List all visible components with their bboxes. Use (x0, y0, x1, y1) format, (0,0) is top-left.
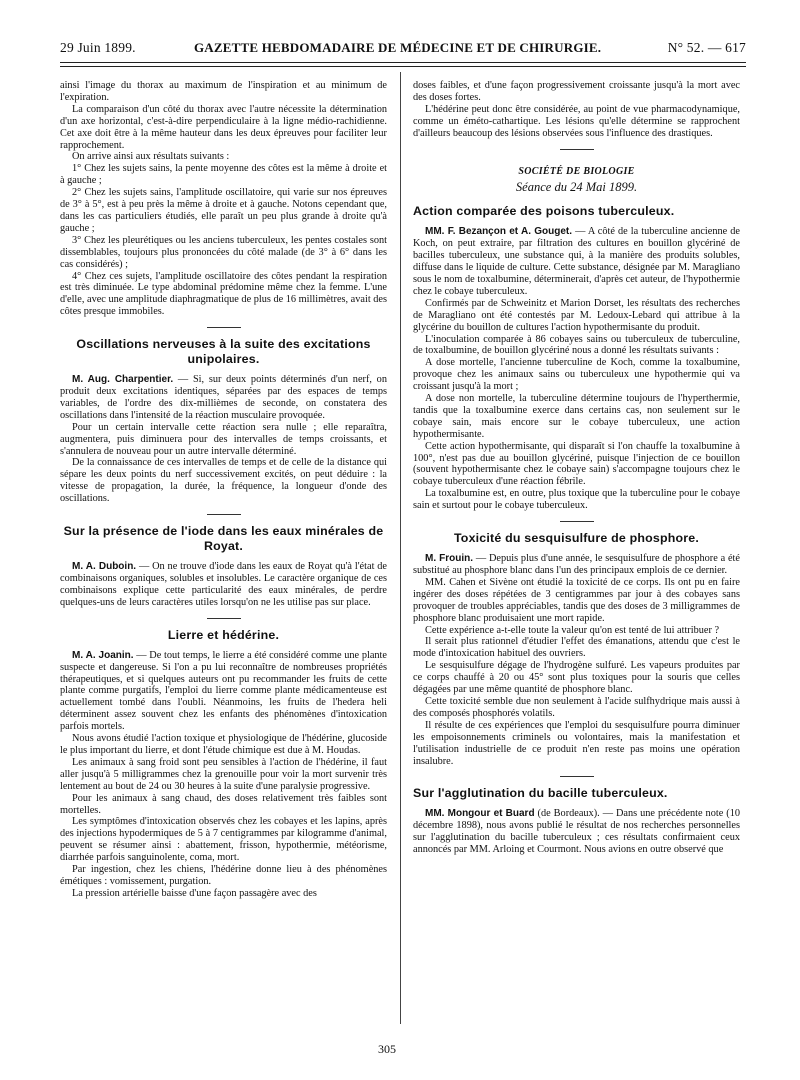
section-heading: Sur l'agglutination du bacille tuberculeux. (413, 786, 668, 801)
list-item: 3° Chez les pleurétiques ou les anciens tuberculeux, les pentes costales sont dissemblables, toujours plus prononcées du côté malade (de 3° à 6° dans les cas considérés) ; (60, 234, 387, 270)
list-item: 4° Chez ces sujets, l'amplitude oscillatoire des côtes pendant la respiration est très diminuée. Le type abdominal prédomine même chez la femme. L'une d'elle, avec une amplitude diaphragmatique de plus de 16 millimètres, avait des côtes presque immobiles. (60, 270, 387, 318)
journal-title: GAZETTE HEBDOMADAIRE DE MÉDECINE ET DE CHIRURGIE. (194, 40, 602, 55)
column-divider (400, 72, 401, 1024)
paragraph: L'hédérine peut donc être considérée, au point de vue pharmacodynamique, comme un éméto-cathartique. Les lésions qu'elle détermine se rapprochent d'ailleurs beaucoup des lésions observées sous l'influence des drastiques. (413, 103, 740, 139)
paragraph: Il serait plus rationnel d'étudier l'effet des émanations, attendu que c'est le mode d'intoxication habituel des ouvriers. (413, 636, 740, 660)
author-name: M. A. Joanin. (72, 649, 134, 661)
paragraph: Cette action hypothermisante, qui disparaît si l'on chauffe la toxalbumine à 100°, n'est pas due au bouillon glycériné, puisque l'injection de ce bouillon (souvent hypothermisante chez le cobaye sain) s'accompagne toujours chez le cobaye tuberculeux d'une réaction fébrile. (413, 440, 740, 488)
header-rule (60, 62, 746, 63)
author-name: M. Aug. Charpentier. (72, 374, 174, 386)
paragraph: La pression artérielle baisse d'une façon passagère avec des (72, 887, 317, 899)
paragraph: Le sesquisulfure dégage de l'hydrogène sulfuré. Les vapeurs produites par ce corps chauffé à 20 ou 45° sont plus toxiques pour la souris que celles dégagées par une même quantité de phosphore blanc. (413, 660, 740, 696)
left-column (60, 80, 387, 900)
right-column (413, 80, 740, 856)
paragraph: La comparaison d'un côté du thorax avec l'autre nécessite la détermination d'un axe horizontal, c'est-à-dire perpendiculaire à la ligne médio-rachidienne. Cet axe doit être à la même hauteur dans les deux épreuves pour faciliter leur rapprochement. (60, 103, 387, 151)
paragraph: MM. Cahen et Sivène ont étudié la toxicité de ce corps. Ils ont pu en faire ingérer des doses répétées de 3 centigrammes par jour à des cobayes sans provoquer de troubles appréciables, tandis que des doses de 3 milligrammes de phosphore blanc produisaient une mort rapide. (413, 576, 740, 624)
section-heading: Toxicité du sesquisulfure de phosphore. (453, 531, 700, 546)
section-heading: Action comparée des poisons tuberculeux. (413, 204, 675, 219)
paragraph: L'inoculation comparée à 86 cobayes sains ou tuberculeux de tuberculine, de toxalbumine, de bouillon glycériné nous a donné les résultats suivants : (413, 333, 740, 357)
paragraph-text: — Si, sur deux points déterminés d'un nerf, on produit deux excitations identiques, séparées par des espaces de temps variables, de l'ordre des dix-millièmes de seconde, on constatera des oscillations dans l'intensité de la réaction musculaire provoquée. (60, 374, 387, 421)
issue-page-number: N° 52. — 617 (667, 40, 746, 55)
paragraph: Cette toxicité semble due non seulement à l'acide sulfhydrique mais aussi à des composés phosphorés volatils. (413, 695, 740, 719)
paragraph: Pour les animaux à sang chaud, des doses relativement très faibles sont mortelles. (60, 792, 387, 816)
paragraph: A dose mortelle, l'ancienne tuberculine de Koch, comme la toxalbumine, provoque chez les animaux sains ou tuberculeux une hypothermie qui va croissant jusqu'à la mort ; (413, 357, 740, 393)
paragraph: Par ingestion, chez les chiens, l'hédérine donne lieu à des phénomènes émétiques : vomissement, purgation. (60, 864, 387, 887)
paragraph-text: — On ne trouve d'iode dans les eaux de Royat qu'à l'état de combinaisons organiques, solubles et insolubles. Le caractère organique de ces combinaisons explique cette particularité des eaux minérales, de perdre quelques-uns de leurs caractères utiles lorsqu'on ne les utilise pas sur place. (60, 561, 388, 608)
paragraph-text: — De tout temps, le lierre a été considéré comme une plante suspecte et dangereuse. Si l'on a pu lui reconnaître de nombreuses propriétés thérapeutiques, et si quelques auteurs ont pu recommander les fruits de cette plante comme purgatifs, l'emploi du lierre comme plante médicamenteuse est actuellement tombé dans l'oubli. Néanmoins, les fruits de l'hedera heli déterminent assez souvent chez les enfants des phénomènes d'intoxication parfois mortels. (60, 649, 387, 733)
list-item: 1° Chez les sujets sains, la pente moyenne des côtes est la même à droite et à gauche ; (60, 163, 387, 187)
paragraph: ainsi l'image du thorax au maximum de l'inspiration et au minimum de l'expiration. (60, 80, 387, 103)
header-rule-thin (60, 66, 746, 67)
session-date: Séance du 24 Mai 1899. (515, 180, 638, 195)
author-name: M. Frouin. (425, 553, 474, 565)
paragraph-text: — A côté de la tuberculine ancienne de Koch, on peut extraire, par filtration des cultures en bouillon glycériné de bacilles tuberculeux, une substance qui, à la manière des produits solubles, diffuse dans le liquide de culture. Cette substance, désignée par M. Maragliano sous le nom de toxalbumine, déterminerait, d'après cet auteur, de l'hypothermie chez le cobaye tuberculeux. (413, 226, 740, 297)
paragraph: A dose non mortelle, la tuberculine détermine toujours de l'hyperthermie, tandis que la toxalbumine exerce dans certains cas, non seulement sur le cobaye sain, mais encore sur le cobaye tuberculeux, une action hypothermisante. (413, 393, 740, 440)
section-separator (207, 327, 241, 328)
section-separator (207, 514, 241, 515)
paragraph: Confirmés par de Schweinitz et Marion Dorset, les résultats des recherches de Maragliano ont été contestés par M. Ledoux-Lebard qui attribue à la glycérine du bouillon de cultures l'action hypothermisante du produit. (413, 297, 740, 333)
author-name: M. A. Duboin. (72, 561, 137, 573)
header-date: 29 Juin 1899. (60, 40, 136, 55)
section-separator (560, 149, 594, 150)
paragraph-text: — Depuis plus d'une année, le sesquisulfure de phosphore a été substitué au phosphore blanc dans l'un des principaux emplois de ce dernier. (413, 553, 740, 576)
section-heading: Lierre et hédérine. (167, 627, 280, 642)
paragraph: Cette expérience a-t-elle toute la valeur qu'on est tenté de lui attribuer ? (425, 624, 720, 636)
paragraph: Nous avons étudié l'action toxique et physiologique de l'hédérine, glucoside le plus important du lierre, et dont l'étude chimique est due à M. Houdas. (60, 733, 387, 756)
section-separator (560, 521, 594, 522)
paragraph: doses faibles, et d'une façon progressivement croissante jusqu'à la mort avec des doses fortes. (413, 80, 740, 103)
paragraph: Pour un certain intervalle cette réaction sera nulle ; elle reparaîtra, augmentera, puis diminuera pour des intervalles de temps croissants, et s'annulera de nouveau pour un autre intervalle déterminé. (60, 421, 387, 457)
society-heading: SOCIÉTÉ DE BIOLOGIE (518, 165, 635, 177)
section-separator (560, 776, 594, 777)
author-name: MM. F. Bezançon et A. Gouget. (425, 226, 573, 238)
paragraph: On arrive ainsi aux résultats suivants : (72, 151, 230, 163)
paragraph: De la connaissance de ces intervalles de temps et de celle de la distance qui sépare les deux points du nerf successivement excités, on peut déduire : la vitesse de propagation, la durée, la fréquence, la longueur d'onde des oscillations. (60, 457, 387, 505)
section-separator (207, 618, 241, 619)
running-header (60, 38, 746, 58)
paragraph: Les animaux à sang froid sont peu sensibles à l'action de l'hédérine, il faut aller jusqu'à 5 milligrammes chez la grenouille pour voir la mort survenir très lentement au bout de 24 ou 30 heures à la suite d'une paralysie progressive. (60, 756, 387, 792)
list-item: 2° Chez les sujets sains, l'amplitude oscillatoire, qui varie sur nos épreuves de 3° à 5°, est à peu près la même à droite et à gauche. Notons cependant que, dans les cas particuliers étudiés, elle paraît un peu plus grande à droite qu'à gauche ; (60, 187, 387, 234)
paragraph: La toxalbumine est, en outre, plus toxique que la tuberculine pour le cobaye sain et surtout pour le cobaye tuberculeux. (413, 488, 740, 512)
author-name: MM. Mongour et Buard (425, 808, 535, 820)
paragraph: Les symptômes d'intoxication observés chez les cobayes et les lapins, après des injections hypodermiques de 5 à 7 centigrammes par kilogramme d'animal, peuvent se résumer ainsi : abattement, frisson, hypothermie, météorisme, diarrhée parfois sanguinolente, coma, mort. (60, 816, 387, 864)
paragraph-text: (de Bordeaux). — Dans une précédente note (10 décembre 1898), nous avons publié le résultat de nos recherches personnelles sur l'agglutination du bacille tuberculeux ; ces résultats confirmaient ceux annoncés par MM. Arloing et Courmont. Nous avions en outre observé que (413, 808, 740, 856)
section-heading: Oscillations nerveuses à la suite des excitations unipolaires. (76, 337, 371, 367)
section-heading: Sur la présence de l'iode dans les eaux minérales de Royat. (63, 524, 384, 554)
folio-number: 305 (378, 1042, 396, 1056)
paragraph: Il résulte de ces expériences que l'emploi du sesquisulfure pourra diminuer les empoisonnements criminels ou volontaires, mais la manifestation et l'utilisation industrielle de ce produit n'en reste pas moins une opération insalubre. (413, 719, 740, 767)
